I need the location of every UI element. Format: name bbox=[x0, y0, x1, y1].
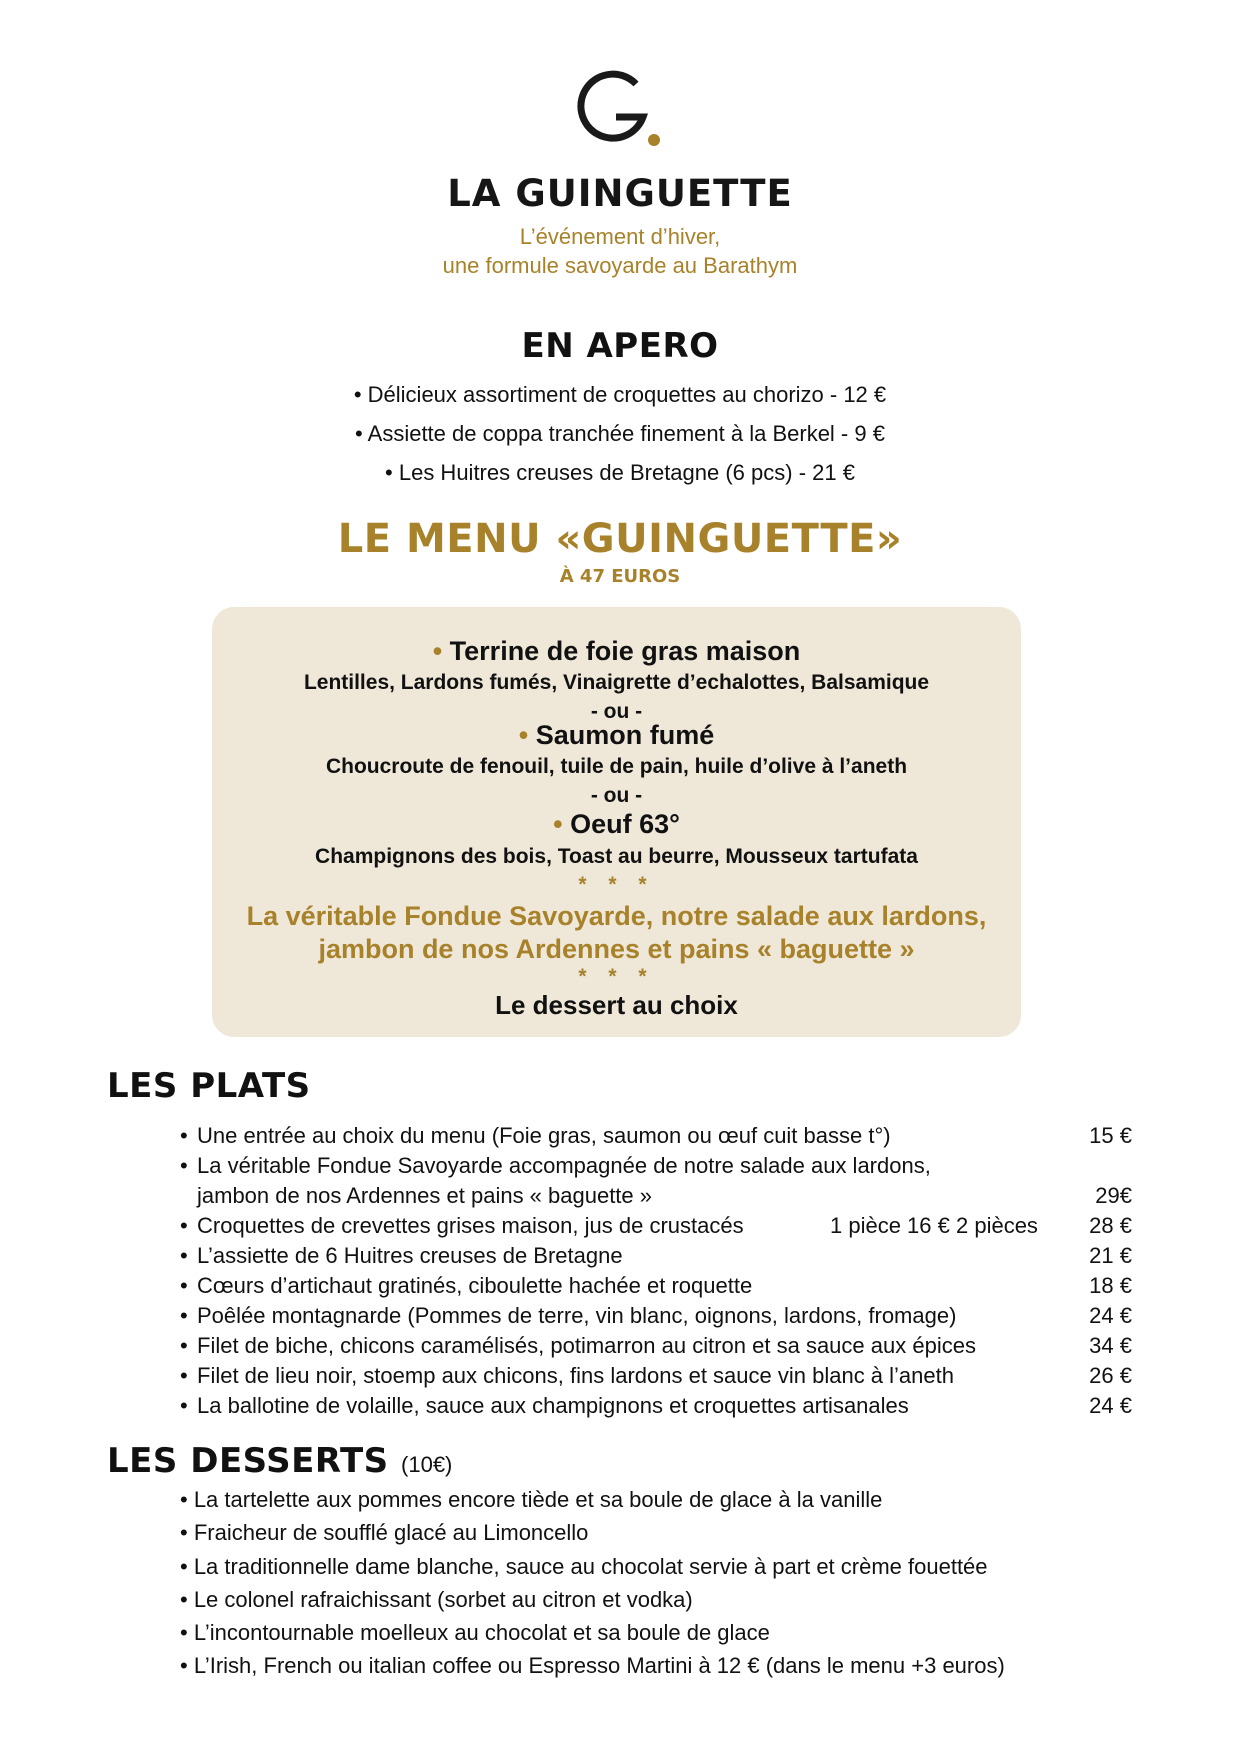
menu-choice-2-desc: Choucroute de fenouil, tuile de pain, huile d’olive à l’aneth bbox=[325, 755, 908, 778]
plat-text: Une entrée au choix du menu (Foie gras, saumon ou œuf cuit basse t°) bbox=[197, 1123, 891, 1148]
logo-g-mark bbox=[570, 70, 670, 152]
apero-item: • Les Huitres creuses de Bretagne (6 pcs) - 21 € bbox=[385, 460, 855, 485]
dessert-item: • La tartelette aux pommes encore tiède et sa boule de glace à la vanille bbox=[180, 1487, 883, 1512]
menu-main-line-1: La véritable Fondue Savoyarde, notre salade aux lardons, bbox=[246, 901, 987, 931]
apero-item: • Assiette de coppa tranchée finement à la Berkel - 9 € bbox=[355, 421, 885, 446]
menu-choice-2-name: Saumon fumé bbox=[535, 720, 715, 750]
dessert-item: • Le colonel rafraichissant (sorbet au citron et vodka) bbox=[180, 1586, 693, 1612]
bullet-icon: • bbox=[180, 1123, 188, 1148]
menu-main-line-2: jambon de nos Ardennes et pains « baguette » bbox=[318, 934, 915, 964]
dessert-item: • Fraicheur de soufflé glacé au Limoncello bbox=[180, 1520, 589, 1546]
menu-price: À 47 EUROS bbox=[559, 566, 681, 587]
dessert-item: • La traditionnelle dame blanche, sauce au chocolat servie à part et crème fouettée bbox=[180, 1553, 988, 1579]
menu-choice-3-name: Oeuf 63° bbox=[570, 809, 680, 839]
plat-text: Cœurs d’artichaut gratinés, ciboulette hachée et roquette bbox=[197, 1273, 753, 1298]
plat-text: La véritable Fondue Savoyarde accompagnée de notre salade aux lardons, bbox=[197, 1153, 931, 1178]
plat-text: Filet de lieu noir, stoemp aux chicons, fins lardons et sauce vin blanc à l’aneth bbox=[197, 1363, 954, 1388]
menu-choice-2 bbox=[212, 720, 1021, 751]
plat-row-continued bbox=[180, 1181, 1132, 1211]
plat-row bbox=[180, 1391, 1132, 1421]
tagline-line-1: L’événement d’hiver, bbox=[519, 224, 721, 249]
bullet-icon: • bbox=[180, 1393, 188, 1418]
menu-choice-1-desc: Lentilles, Lardons fumés, Vinaigrette d’echalottes, Balsamique bbox=[303, 671, 930, 694]
menu-or-2: - ou - bbox=[590, 784, 643, 807]
bullet-icon: • bbox=[432, 636, 443, 666]
menu-box bbox=[212, 607, 1021, 1037]
plat-text: Filet de biche, chicons caramélisés, potimarron au citron et sa sauce aux épices bbox=[197, 1333, 976, 1358]
plat-portion-prices: 1 pièce 16 € 2 pièces bbox=[830, 1213, 1038, 1238]
plats-title: LES PLATS bbox=[107, 1066, 311, 1106]
bullet-icon: • bbox=[180, 1213, 188, 1238]
plat-row bbox=[180, 1361, 1132, 1391]
plat-price: 18 € bbox=[1089, 1273, 1132, 1298]
bullet-icon: • bbox=[180, 1273, 188, 1298]
bullet-icon: • bbox=[180, 1363, 188, 1388]
plats-list bbox=[180, 1121, 1132, 1421]
apero-item: • Délicieux assortiment de croquettes au chorizo - 12 € bbox=[353, 382, 887, 407]
brand-name: LA GUINGUETTE bbox=[447, 172, 793, 215]
menu-title: LE MENU «GUINGUETTE» bbox=[337, 516, 903, 562]
plat-price: 24 € bbox=[1089, 1303, 1132, 1328]
tagline bbox=[0, 222, 1240, 280]
dessert-item: • L’Irish, French ou italian coffee ou Espresso Martini à 12 € (dans le menu +3 euros) bbox=[180, 1653, 1005, 1679]
bullet-icon: • bbox=[180, 1153, 188, 1178]
plat-price: 28 € bbox=[1089, 1213, 1132, 1238]
desserts-price-note: (10€) bbox=[401, 1452, 453, 1477]
plat-price: 29€ bbox=[1095, 1183, 1132, 1208]
plat-price: 24 € bbox=[1089, 1393, 1132, 1418]
plat-price: 21 € bbox=[1089, 1243, 1132, 1268]
plat-row bbox=[180, 1211, 1132, 1241]
menu-choice-1 bbox=[212, 636, 1021, 667]
menu-or-1: - ou - bbox=[590, 700, 643, 723]
plat-price: 34 € bbox=[1089, 1333, 1132, 1358]
plat-text: La ballotine de volaille, sauce aux champignons et croquettes artisanales bbox=[197, 1393, 909, 1418]
bullet-icon: • bbox=[518, 720, 529, 750]
plat-text: Croquettes de crevettes grises maison, jus de crustacés bbox=[197, 1213, 744, 1238]
apero-title: EN APERO bbox=[521, 326, 719, 366]
plat-text: jambon de nos Ardennes et pains « baguette » bbox=[197, 1183, 653, 1208]
tagline-line-2: une formule savoyarde au Barathym bbox=[442, 253, 798, 278]
menu-choice-1-name: Terrine de foie gras maison bbox=[449, 636, 801, 666]
plat-row bbox=[180, 1151, 1132, 1181]
menu-stars-2: * * * bbox=[578, 965, 655, 988]
plat-price: 26 € bbox=[1089, 1363, 1132, 1388]
plat-price: 15 € bbox=[1089, 1123, 1132, 1148]
apero-list bbox=[0, 375, 1240, 492]
bullet-icon: • bbox=[553, 809, 563, 839]
plat-row bbox=[180, 1271, 1132, 1301]
desserts-list bbox=[180, 1483, 1132, 1683]
logo bbox=[0, 70, 1240, 152]
menu-dessert: Le dessert au choix bbox=[495, 990, 738, 1020]
menu-choice-3 bbox=[212, 809, 1021, 840]
desserts-title-text: LES DESSERTS bbox=[107, 1441, 389, 1481]
desserts-title bbox=[107, 1441, 452, 1481]
plat-row bbox=[180, 1241, 1132, 1271]
menu-stars-1: * * * bbox=[578, 873, 655, 896]
plat-text: Poêlée montagnarde (Pommes de terre, vin blanc, oignons, lardons, fromage) bbox=[197, 1303, 957, 1328]
bullet-icon: • bbox=[180, 1333, 188, 1358]
bullet-icon: • bbox=[180, 1303, 188, 1328]
plat-text: L’assiette de 6 Huitres creuses de Bretagne bbox=[197, 1243, 623, 1268]
plat-row bbox=[180, 1331, 1132, 1361]
plat-row bbox=[180, 1301, 1132, 1331]
plat-row bbox=[180, 1121, 1132, 1151]
dessert-item: • L’incontournable moelleux au chocolat et sa boule de glace bbox=[180, 1620, 770, 1646]
menu-choice-3-desc: Champignons des bois, Toast au beurre, Mousseux tartufata bbox=[315, 845, 918, 868]
bullet-icon: • bbox=[180, 1243, 188, 1268]
